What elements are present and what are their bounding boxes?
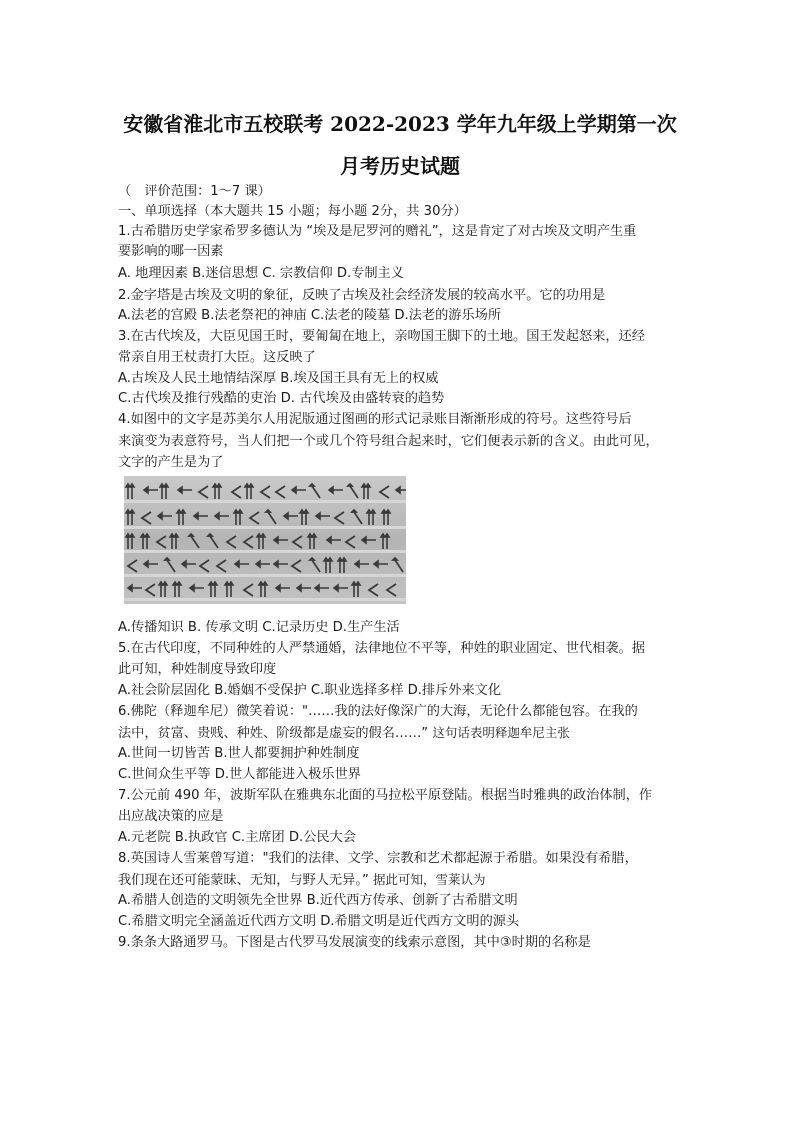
question-8-stem-cont [118,870,486,890]
question-8-options-ab: A.希腊人创造的文明领先全世界 B.近代西方传承、创新了古希腊文明 [118,893,518,908]
question-6-stem-cont [118,723,570,743]
evaluation-scope: （ 评价范围：1～7 课） [118,184,271,199]
tablet-row-streak [124,500,406,503]
question-1-options: A. 地理因素 B.迷信思想 C. 宗教信仰 D.专制主义 [118,266,404,281]
question-6-options-ab: A.世间一切皆苦 B.世人都要拥护种姓制度 [118,746,360,761]
tablet-row-streak [124,550,406,553]
question-7-stem: 7.公元前 490 年，波斯军队在雅典东北面的马拉松平原登陆。根据当时雅典的政治体制，作 [118,788,653,803]
question-5-stem-cont: 此可知，种姓制度导致印度 [118,662,277,677]
question-6-options-cd: C.世间众生平等 D.世人都能进入极乐世界 [118,767,361,782]
question-1-stem: 1.古希腊历史学家希罗多德认为 “埃及是尼罗河的赠礼”，这是肯定了对古埃及文明产生重 [118,224,637,239]
question-8-quote: 我们现在还可能蒙昧、无知，与野人无异。” [118,873,369,888]
question-3-stem: 3.在古代埃及，大臣见国王时，要匍匐在地上，亲吻国王脚下的土地。国王发起怒来，还经 [118,329,645,344]
question-4-stem: 4.如图中的文字是苏美尔人用泥版通过图画的形式记录账目渐渐形成的符号。这些符号后 [118,412,632,427]
question-1-stem-cont: 要影响的哪一因素 [118,244,224,259]
question-3-options-ab: A.古埃及人民土地情结深厚 B.埃及国王具有无上的权威 [118,371,439,386]
question-2-stem: 2.金字塔是古埃及文明的象征，反映了古埃及社会经济发展的较高水平。它的功用是 [118,288,606,303]
question-7-stem-cont: 出应战决策的应是 [118,809,224,824]
question-4-stem-cont: 来演变为表意符号，当人们把一个或几个符号组合起来时，它们便表示新的含义。由此可见， [118,434,659,449]
question-9-stem: 9.条条大路通罗马。下图是古代罗马发展演变的线索示意图，其中③时期的名称是 [118,935,591,950]
question-5-stem: 5.在古代印度，不同种姓的人严禁通婚，法律地位不平等，种姓的职业固定、世代相袭。据 [118,641,645,656]
question-7-options: A.元老院 B.执政官 C.主席团 D.公民大会 [118,830,356,845]
cuneiform-tablet-image [124,476,406,604]
question-6-stem: 6.佛陀（释迦牟尼）微笑着说："……我的法好像深广的大海，无论什么都能包容。在我的 [118,704,638,719]
question-2-options: A.法老的宫殿 B.法老祭祀的神庙 C.法老的陵墓 D.法老的游乐场所 [118,308,502,323]
tablet-row-streak [124,526,406,529]
question-3-options-cd: C.古代埃及推行残酷的吏治 D. 古代埃及由盛转衰的趋势 [118,391,445,406]
question-6-prompt: 这句话表明释迦牟尼主张 [432,725,570,740]
question-8-stem: 8.英国诗人雪莱曾写道："我们的法律、文学、宗教和艺术都起源于希腊。如果没有希腊， [118,851,638,866]
exam-title-line2: 月考历史试题 [340,154,460,178]
question-6-quote: 法中，贫富、贵贱、种姓、阶级都是虚妄的假名……” [118,726,429,741]
question-8-options-cd: C.希腊文明完全涵盖近代西方文明 D.希腊文明是近代西方文明的源头 [118,914,520,929]
tablet-row-streak [124,574,406,577]
question-4-stem-cont2: 文字的产生是为了 [118,455,224,470]
question-5-options: A.社会阶层固化 B.婚姻不受保护 C.职业选择多样 D.排斥外来文化 [118,683,502,698]
question-4-options: A.传播知识 B. 传承文明 C.记录历史 D.生产生活 [118,620,400,635]
question-3-stem-cont: 常亲自用王杖责打大臣。这反映了 [118,350,316,365]
exam-title-line1: 安徽省淮北市五校联考 2022-2023 学年九年级上学期第一次 [123,112,677,136]
question-8-prompt: 据此可知，雪莱认为 [373,872,486,887]
cuneiform-script-drawing [124,476,406,604]
tablet-row-streak [124,598,406,601]
section-heading: 一、单项选择（本大题共 15 小题；每小题 2分，共 30分） [118,204,467,219]
